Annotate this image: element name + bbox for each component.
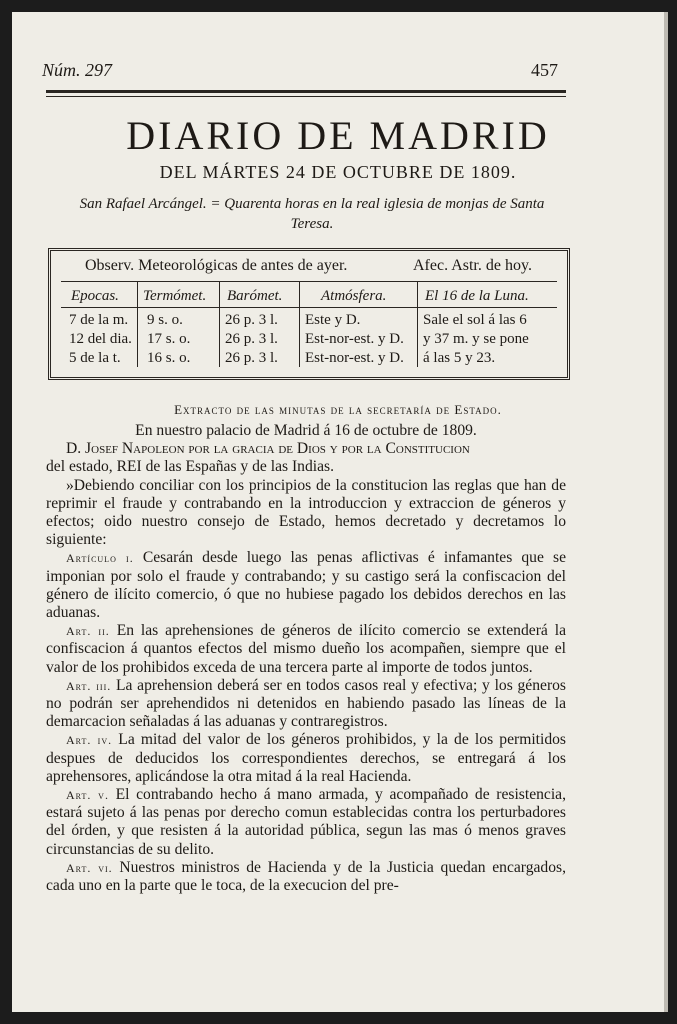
- place-date: En nuestro palacio de Madrid á 16 de octubre de 1809.: [135, 422, 477, 439]
- cell-termo: 17 s. o.: [147, 331, 191, 347]
- weather-table: [48, 248, 570, 380]
- newspaper-page: [12, 12, 668, 1012]
- masthead-saint-line: San Rafael Arcángel. = Quarenta horas en la real iglesia de monjas de Santa Teresa.: [79, 196, 545, 232]
- article-label: Artículo i.: [66, 551, 134, 566]
- article-label: Art. iii.: [66, 678, 112, 693]
- article-label: Art. v.: [66, 788, 109, 803]
- king-rest: del estado, REI de las Españas y de las Indias.: [46, 458, 334, 476]
- col-head-barometro: Barómet.: [227, 288, 283, 304]
- col-head-atmosfera: Atmósfera.: [321, 288, 387, 304]
- masthead-title: DIARIO DE MADRID: [126, 113, 550, 158]
- article-4: [46, 731, 566, 786]
- col-epocas: [69, 311, 132, 368]
- article-text: El contrabando hecho á mano armada, y acompañado de resistencia, estará sujeto á las penas por derecho comun establecidas contra los perturbadores del órden, y que resisten á la autoridad pública, segun las mas ó menos graves circunstancias de su delito.: [46, 786, 566, 858]
- article-text: La aprehension deberá ser en todos casos real y efectiva; y los géneros no podrán ser aprehendidos ni detenidos en habiendo pasado las líneas de la demarcacion señaladas á las aduanas y contraregistros.: [46, 676, 566, 731]
- cell-baro: 26 p. 3 l.: [225, 312, 278, 328]
- weather-col-sep: [219, 281, 220, 367]
- weather-col-sep: [417, 281, 418, 367]
- king-intro: D. Josef Napoleon por la gracia de Dios y por la Constitucion: [66, 440, 470, 458]
- weather-col-sep: [299, 281, 300, 367]
- preamble: »Debiendo conciliar con los principios de la constitucion las reglas que han de reprimir el fraude y contrabando en la introduccion y extraccion de géneros y efectos; oido nuestro consejo de Estado, hemos decretado y decretamos lo siguiente:: [46, 476, 566, 549]
- weather-heading-astro: Afec. Astr. de hoy.: [413, 257, 532, 274]
- article-text: La mitad del valor de los géneros prohibidos, y la de los permitidos despues de deducidos los correspondientes derechos, se entregará á los aprehensores, aplicándose la otra mitad á la real Hacienda.: [46, 731, 566, 785]
- col-termometro: [147, 311, 190, 368]
- article-3: [46, 677, 566, 732]
- cell-baro: 26 p. 3 l.: [225, 331, 278, 347]
- article-label: Art. vi.: [66, 860, 113, 875]
- cell-epoca: 12 del dia.: [69, 331, 132, 347]
- page-number: 457: [531, 60, 558, 80]
- article-label: Art. ii.: [66, 624, 110, 639]
- issue-number: Núm. 297: [42, 60, 113, 80]
- article-text: En las aprehensiones de géneros de ilícito comercio se extenderá la confiscacion á quantos efectos del mismo dueño los acompañen, siempre que el valor de los prohibidos exceda de una tercera parte al importe de todos juntos.: [46, 622, 566, 676]
- cell-luna: y 37 m. y se pone: [423, 331, 529, 347]
- article-text: Cesarán desde luego las penas aflictivas é infamantes que se imponian por solo el fraude y contrabando; y su castigo será la confiscacion del género de ilícito comercio, ó que no hubiese pagado los debidos derechos en las aduanas.: [46, 549, 566, 622]
- weather-divider-top: [61, 281, 557, 282]
- col-barometro: [225, 311, 278, 368]
- header-rule-thick: [46, 90, 566, 93]
- weather-heading-observ: Observ. Meteorológicas de antes de ayer.: [85, 257, 348, 274]
- cell-luna: á las 5 y 23.: [423, 350, 496, 366]
- article-2: [46, 622, 566, 677]
- article-6: [46, 859, 566, 895]
- cell-baro: 26 p. 3 l.: [225, 350, 278, 366]
- masthead-date: DEL MÁRTES 24 DE OCTUBRE DE 1809.: [159, 162, 517, 182]
- col-luna: [423, 311, 529, 368]
- article-5: [46, 786, 566, 859]
- article-body: [46, 422, 566, 895]
- cell-epoca: 5 de la t.: [69, 350, 121, 366]
- cell-termo: 9 s. o.: [147, 312, 183, 328]
- cell-atmos: Este y D.: [305, 312, 361, 328]
- king-paragraph: [46, 440, 566, 476]
- cell-atmos: Est-nor-est. y D.: [305, 331, 404, 347]
- header-rule-thin: [46, 96, 566, 97]
- section-title: Extracto de las minutas de la secretaría de Estado.: [174, 402, 502, 417]
- cell-atmos: Est-nor-est. y D.: [305, 350, 404, 366]
- article-text: Nuestros ministros de Hacienda y de la Justicia quedan encargados, cada uno en la parte que le toca, de la execucion del pre-: [46, 858, 566, 895]
- article-1: [46, 549, 566, 622]
- cell-termo: 16 s. o.: [147, 350, 191, 366]
- col-head-luna: El 16 de la Luna.: [425, 288, 529, 304]
- cell-epoca: 7 de la m.: [69, 312, 129, 328]
- weather-col-sep: [137, 281, 138, 367]
- col-head-epocas: Epocas.: [71, 288, 119, 304]
- weather-divider-mid: [61, 307, 557, 308]
- col-atmosfera: [305, 311, 404, 368]
- cell-luna: Sale el sol á las 6: [423, 312, 527, 328]
- article-label: Art. iv.: [66, 733, 113, 748]
- col-head-termometro: Termómet.: [143, 288, 207, 304]
